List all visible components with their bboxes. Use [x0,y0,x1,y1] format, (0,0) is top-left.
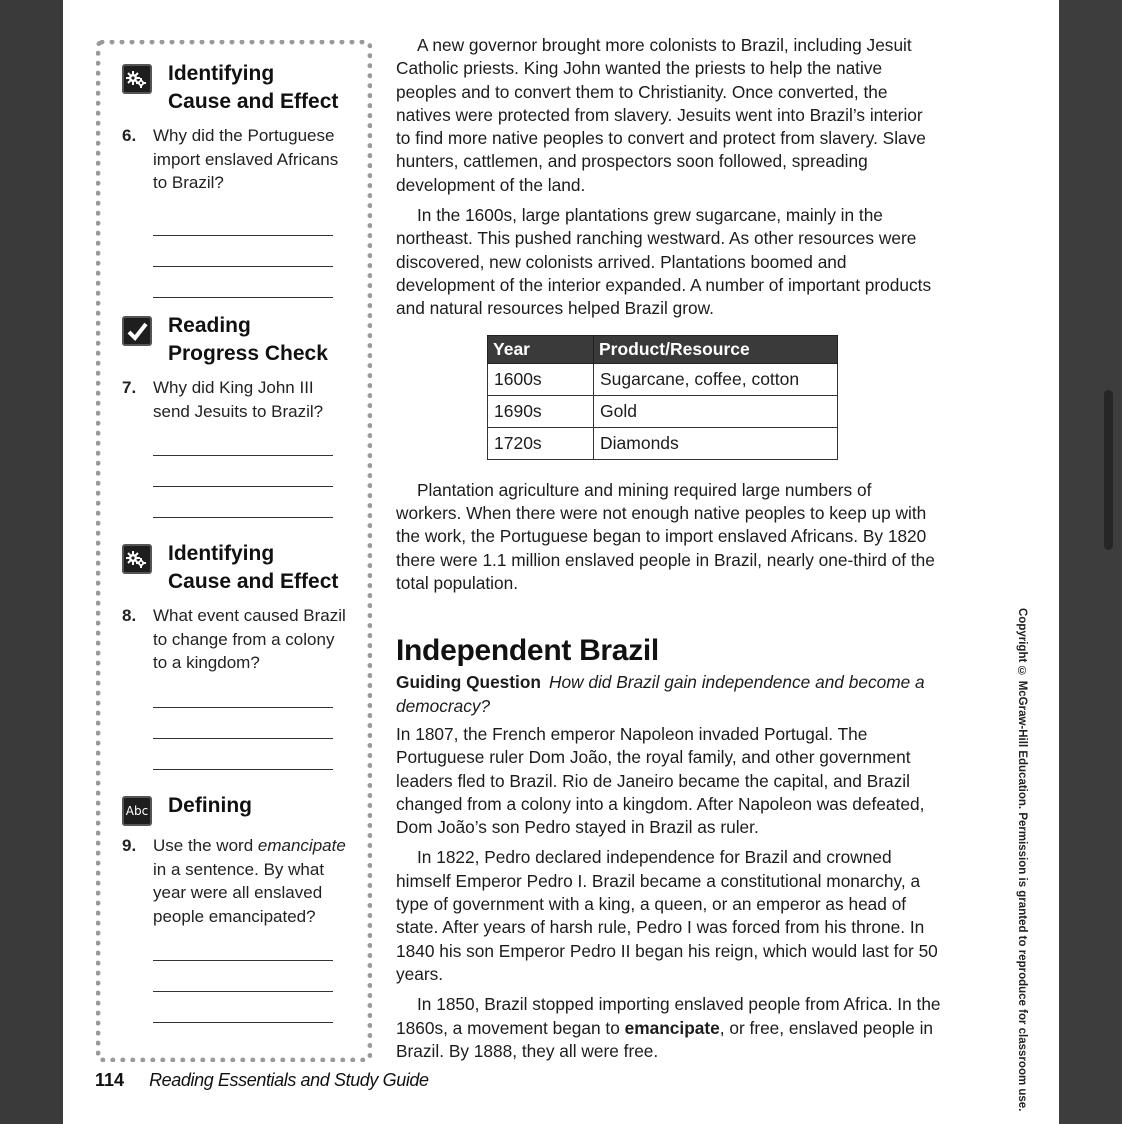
question-text: Why did King John III send Jesuits to Brazil? [153,378,324,421]
viewer-right-gutter [1059,0,1122,1124]
section-title: Cause and Effect [168,90,339,113]
question-number: 8. [122,606,137,625]
section-title: Identifying [168,542,275,565]
body-paragraph: In 1850, Brazil stopped importing enslaved people from Africa. In the 1860s, a movement began to emancipate, or free, enslaved people in Brazil. By 1888, they all were free. [396,994,941,1061]
body-paragraph: In 1822, Pedro declared independence for Brazil and crowned himself Emperor Pedro I. Brazil became a constitutional monarchy, a type of government with a king, a queen, or an emperor as head of state. After years of harsh rule, Pedro I was forced from his throne. In 1840 his son Emperor Pedro II began his reign, which would last for 50 years. [396,847,938,984]
vertical-scrollbar-thumb[interactable] [1104,390,1113,550]
table-header: Year [488,335,594,363]
page-number: 114 [95,1070,125,1090]
question-text: Why did the Portuguese import enslaved Africans to Brazil? [153,126,339,192]
body-paragraph: In the 1600s, large plantations grew sugarcane, mainly in the northeast. This pushed ranching westward. As other resources were discovered, new colonists arrived. Plantations boomed and development of the interior expanded. A number of important products and natural resources helped Brazil grow. [396,205,932,319]
answer-lines[interactable] [153,425,352,518]
page-footer [95,1070,429,1091]
main-column [396,34,941,1070]
section-title: Reading [168,314,251,337]
body-paragraph: Plantation agriculture and mining required large numbers of workers. When there were not enough native peoples to keep up with the work, the Portuguese began to import enslaved Africans. By 1820 there were 1.1 million enslaved people in Brazil, nearly one-third of the total population. [396,479,935,594]
sidebar-section-defining-9 [122,792,352,1023]
question-number: 7. [122,378,137,397]
section-title: Defining [168,794,252,817]
section-heading: Independent Brazil [396,634,659,668]
checkmark-icon [122,316,152,346]
abc-icon: Abc [122,796,152,826]
section-title: Progress Check [168,342,328,365]
section-title: Cause and Effect [168,570,339,593]
table-row: 1600s Sugarcane, coffee, cotton [488,363,838,395]
table-row: 1690s Gold [488,395,838,427]
body-paragraph: In 1807, the French emperor Napoleon invaded Portugal. The Portuguese ruler Dom João, the royal family, and other government leaders fled to Brazil. Rio de Janeiro became the capital, and Brazil changed from a colony into a kingdom. After Napoleon was defeated, Dom João’s son Pedro stayed in Brazil as ruler. [396,723,925,838]
vocabulary-term: emancipate [624,1017,720,1038]
products-resources-table [487,335,838,460]
question-text: Use the word emancipate in a sentence. By what year were all enslaved people emancipated? [153,836,346,926]
guiding-question: Guiding Question How did Brazil gain independence and become a democracy? [396,672,925,716]
gears-icon [122,544,152,574]
sidebar-section-identifying-8 [122,540,352,770]
section-title: Identifying [168,62,275,85]
sidebar-section-identifying-6 [122,60,352,298]
vocabulary-term: emancipate [257,836,346,855]
table-header: Product/Resource [594,335,838,363]
body-paragraph: A new governor brought more colonists to Brazil, including Jesuit Catholic priests. King John wanted the priests to help the native peoples and to convert them to Christianity. Once converted, the natives were protected from slavery. Jesuits went into Brazil’s interior to find more native peoples to convert and protect from slavery. Slave hunters, cattlemen, and prospectors soon followed, spreading development of the land. [396,35,926,195]
answer-lines[interactable] [153,205,352,298]
viewer-left-gutter [0,0,63,1124]
sidebar-section-progress-check-7 [122,312,352,518]
copyright-notice: Copyright © McGraw-Hill Education. Permission is granted to reproduce for classroom use. [1016,608,1028,1112]
question-number: 6. [122,126,137,145]
answer-lines[interactable] [153,677,352,770]
question-text: What event caused Brazil to change from a colony to a kingdom? [153,606,346,672]
question-number: 9. [122,836,137,855]
table-row: 1720s Diamonds [488,427,838,459]
book-title: Reading Essentials and Study Guide [149,1070,429,1090]
gears-icon [122,64,152,94]
answer-lines[interactable] [153,930,352,1023]
